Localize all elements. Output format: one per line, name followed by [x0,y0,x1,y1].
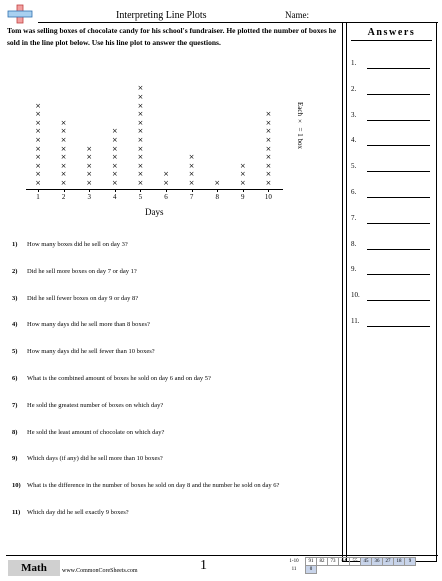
name-label: Name: [285,10,309,20]
answer-row [351,59,430,71]
plot-legend: Each × = 1 box [296,102,304,149]
plot-x-mark: × [35,118,41,127]
plot-x-mark: × [137,136,144,144]
x-tick-label: 4 [113,193,117,201]
x-tick [115,189,116,192]
instructions: Tom was selling boxes of chocolate candy for his school's fundraiser. He plotted the number of boxes he sold in the line plot below. Use his line plot to answer the questions. [7,26,337,47]
answer-panel [342,22,437,562]
plot-x-mark: × [188,179,195,187]
question-number: 8) [12,428,18,436]
question-text: Which days (if any) did he sell more than 10 boxes? [27,455,163,463]
answer-blank[interactable] [367,94,430,95]
answer-row [351,265,430,277]
question-number: 1) [12,241,18,248]
plot-x-mark: × [265,170,272,179]
x-tick-label: 7 [189,193,194,201]
x-tick-label: 9 [241,193,245,201]
plot-x-mark: × [60,170,67,179]
x-tick-label: 3 [87,193,91,201]
answers-heading: Answers [351,27,432,41]
question-text: Did he sell more boxes on day 7 or day 1? [27,267,137,275]
answer-number: 9. [351,265,357,274]
score-cell: 82 [317,558,328,566]
answer-blank[interactable] [367,326,430,327]
score-cell: 64 [339,558,350,566]
plot-x-mark: × [86,153,93,162]
question-text: How many days did he sell fewer than 10 boxes? [27,348,155,356]
plot-x-mark: × [35,144,41,153]
x-tick [268,189,269,192]
score-cell: 27 [383,558,394,566]
question-number: 5) [12,348,18,356]
plot-x-mark: × [35,170,41,179]
plot-x-mark: × [265,127,272,136]
question-text: Did he sell fewer boxes on day 9 or day 8? [27,294,139,302]
x-tick [217,189,218,192]
answer-panel-divider [346,23,347,561]
plot-x-mark: × [137,170,144,179]
score-cell: 0 [306,566,317,574]
page-number: 1 [200,558,207,573]
answer-blank[interactable] [367,249,430,250]
x-tick-label: 5 [138,193,143,201]
answer-number: 3. [351,110,357,119]
plus-logo-icon [6,3,34,25]
footer-rule [6,555,438,556]
plot-x-mark: × [35,179,41,187]
question-text: What is the combined amount of boxes he sold on day 6 and on day 5? [27,375,211,382]
score-cell: 91 [306,558,317,566]
score-cell: 9 [405,558,416,566]
plot-x-mark: × [35,101,41,110]
question-text: He sold the greatest number of boxes on which day? [27,401,164,409]
plot-x-mark: × [137,179,144,187]
plot-x-mark: × [265,153,272,162]
plot-x-mark: × [137,93,144,101]
answer-blank[interactable] [367,171,430,172]
score-cell: 18 [394,558,405,566]
plot-x-mark: × [265,110,272,119]
answer-row [351,291,430,303]
answer-number: 1. [351,59,357,67]
score-row [283,566,416,574]
score-cell: 45 [361,558,372,566]
plot-x-mark: × [86,144,93,153]
x-tick-label: 1 [36,193,40,201]
plot-x-mark: × [86,161,93,170]
x-tick [140,189,141,192]
plot-x-mark: × [188,170,195,179]
score-row-label: 1-10 [289,559,299,564]
question-number: 4) [12,321,18,329]
question-number: 3) [12,294,18,302]
answer-number: 6. [351,188,357,196]
x-tick [64,189,65,192]
question-text: Which day did he sell exactly 9 boxes? [27,509,129,516]
plot-x-mark: × [60,144,67,153]
answer-row [351,111,430,123]
plot-x-mark: × [111,127,118,136]
site-url: www.CommonCoreSheets.com [62,568,138,574]
question-number: 2) [12,267,18,275]
x-tick-label: 8 [215,193,219,201]
plot-x-mark: × [86,170,93,179]
answer-row [351,214,430,226]
plot-x-mark: × [137,153,144,162]
plot-x-mark: × [137,161,144,170]
plot-x-mark: × [60,161,67,170]
x-tick [89,189,90,192]
x-tick [192,189,193,192]
answer-row [351,240,430,252]
question-text: He sold the least amount of chocolate on which day? [27,428,165,436]
plot-x-mark: × [214,179,221,187]
plot-x-mark: × [239,161,246,170]
plot-x-mark: × [163,179,169,187]
plot-x-mark: × [35,153,41,162]
answer-number: 11. [351,317,360,325]
question-number: 9) [12,455,18,463]
plot-x-mark: × [35,110,41,119]
plot-x-mark: × [60,127,67,136]
answer-row [351,162,430,174]
question-text: How many days did he sell more than 8 boxes? [27,321,150,329]
question-number: 6) [12,375,18,382]
plot-x-mark: × [111,161,118,170]
plot-x-mark: × [265,136,272,144]
plot-x-mark: × [265,161,272,170]
plot-x-mark: × [188,153,195,162]
answer-blank[interactable] [367,300,430,301]
answer-blank[interactable] [367,145,430,146]
plot-x-mark: × [35,136,41,144]
answer-number: 4. [351,136,357,145]
answer-row [351,136,430,148]
x-tick-label: 6 [164,193,168,201]
plot-x-mark: × [111,153,118,162]
answer-blank[interactable] [367,68,430,69]
plot-x-mark: × [111,136,118,144]
x-tick-label: 10 [264,193,272,201]
answer-blank[interactable] [367,120,430,121]
x-axis-label: Days [145,207,164,217]
answer-number: 8. [351,239,357,248]
plot-x-mark: × [137,84,144,93]
answer-blank[interactable] [367,197,430,198]
score-cell: 36 [372,558,383,566]
plot-x-mark: × [137,101,144,110]
question-number: 7) [12,401,18,409]
plot-x-mark: × [60,136,67,144]
plot-x-mark: × [111,179,118,187]
answer-number: 10. [351,291,360,300]
plot-x-mark: × [265,144,272,153]
plot-x-mark: × [163,170,169,179]
plot-x-mark: × [265,179,272,187]
question-text: How many boxes did he sell on day 3? [27,241,128,248]
x-tick-label: 2 [61,193,66,201]
plot-x-mark: × [111,144,118,153]
x-tick [243,189,244,192]
line-plot [0,62,340,222]
answer-row [351,188,430,200]
plot-x-mark: × [188,161,195,170]
score-row-label: 11 [291,567,297,572]
answer-number: 7. [351,213,357,222]
question-number: 10) [12,482,21,490]
plot-x-mark: × [239,179,246,187]
plot-x-mark: × [111,170,118,179]
score-cell: 55 [350,558,361,566]
answer-row [351,85,430,97]
plot-x-mark: × [60,179,67,187]
score-table [283,557,416,574]
plot-x-mark: × [137,110,144,119]
answer-blank[interactable] [367,274,430,275]
plot-x-mark: × [35,161,41,170]
plot-x-mark: × [60,153,67,162]
answer-number: 2. [351,84,357,93]
x-tick [38,189,39,192]
page-title: Interpreting Line Plots [116,10,207,21]
question-text: What is the difference in the number of boxes he sold on day 8 and the number he sold on day 6? [27,482,280,490]
plot-x-mark: × [137,118,144,127]
plot-x-mark: × [265,118,272,127]
plot-x-mark: × [239,170,246,179]
x-tick [166,189,167,192]
question-number: 11) [12,509,21,516]
plot-x-mark: × [35,127,41,136]
plot-x-mark: × [60,118,67,127]
plot-x-mark: × [86,179,93,187]
subject-badge: Math [8,560,60,576]
plot-x-mark: × [137,144,144,153]
score-cell: 73 [328,558,339,566]
answer-blank[interactable] [367,223,430,224]
score-row [283,558,416,566]
answer-number: 5. [351,162,357,171]
answer-row [351,317,430,329]
plot-x-mark: × [137,127,144,136]
